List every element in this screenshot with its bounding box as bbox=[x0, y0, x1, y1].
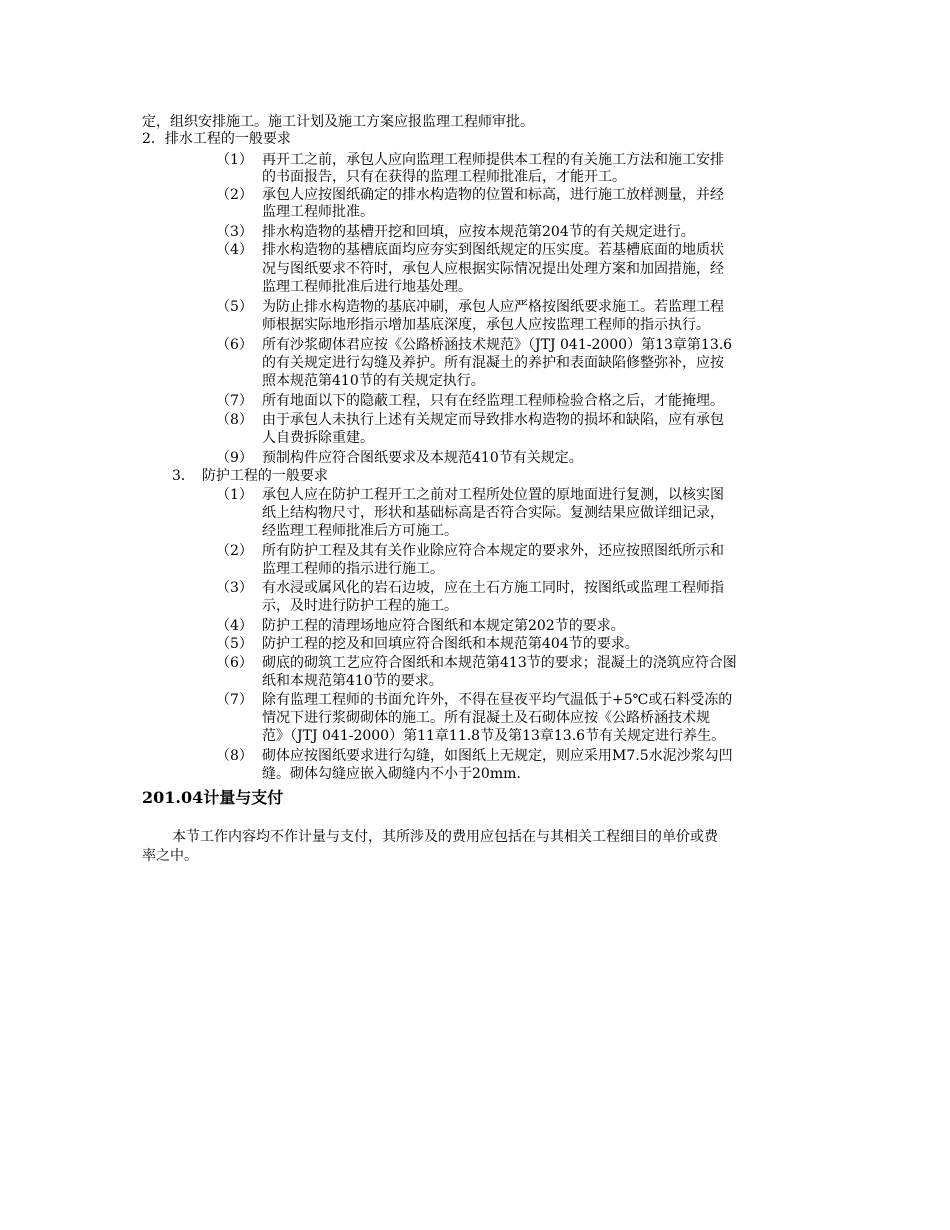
list-item-text: 为防止排水构造物的基底冲刷，承包人应严格按图纸要求施工。若监理工程 bbox=[262, 299, 724, 315]
list-item-text: 照本规范第410节的有关规定执行。 bbox=[262, 373, 485, 389]
list-item-text: 示，及时进行防护工程的施工。 bbox=[262, 598, 458, 614]
list-item-number: （5） bbox=[216, 299, 253, 315]
list-item-text: 有水浸或属风化的岩石边坡，应在土石方施工同时，按图纸或监理工程师指 bbox=[262, 580, 724, 596]
list-item-number: （3） bbox=[216, 224, 253, 240]
list-item-text: 排水构造物的基槽底面均应夯实到图纸规定的压实度。若基槽底面的地质状 bbox=[262, 242, 724, 258]
list-item-number: （7） bbox=[216, 393, 253, 409]
list-item-text: 的书面报告，只有在获得的监理工程师批准后，才能开工。 bbox=[262, 169, 626, 185]
list-item-text: 承包人应按图纸确定的排水构造物的位置和标高，进行施工放样测量，并经 bbox=[262, 187, 724, 203]
list-item-text: 预制构件应符合图纸要求及本规范410节有关规定。 bbox=[262, 450, 583, 466]
list-item-text: 所有防护工程及其有关作业除应符合本规定的要求外，还应按照图纸所示和 bbox=[262, 543, 724, 559]
list-item-text: 人自费拆除重建。 bbox=[262, 430, 374, 446]
list-item-text: 砌底的砌筑工艺应符合图纸和本规范第413节的要求；混凝土的浇筑应符合图 bbox=[262, 655, 737, 671]
list-item-text: 排水构造物的基槽开挖和回填，应按本规范第204节的有关规定进行。 bbox=[262, 224, 695, 240]
list-item-text: 范》（JTJ 041-2000）第11章11.8节及第13章13.6节有关规定进行养生。 bbox=[262, 728, 726, 744]
intro-line: 定，组织安排施工。施工计划及施工方案应报监理工程师审批。 bbox=[142, 114, 534, 130]
list-item-text: 所有地面以下的隐蔽工程，只有在经监理工程师检验合格之后，才能掩埋。 bbox=[262, 393, 724, 409]
list-item-text: 纸和本规范第410节的要求。 bbox=[262, 673, 443, 689]
section-3-title: 3． 防护工程的一般要求 bbox=[172, 468, 328, 484]
list-item-number: （5） bbox=[216, 636, 253, 652]
list-item-number: （4） bbox=[216, 618, 253, 634]
list-item-text: 经监理工程师批准后方可施工。 bbox=[262, 523, 458, 539]
list-item-number: （8） bbox=[216, 412, 253, 428]
list-item-text: 情况下进行浆砌砌体的施工。所有混凝土及石砌体应按《公路桥涵技术规 bbox=[262, 710, 710, 726]
list-item-text: 再开工之前，承包人应向监理工程师提供本工程的有关施工方法和施工安排 bbox=[262, 152, 724, 168]
paragraph-line: 本节工作内容均不作计量与支付，其所涉及的费用应包括在与其相关工程细目的单价或费 bbox=[172, 829, 718, 845]
list-item-text: 师根据实际地形指示增加基底深度，承包人应按监理工程师的指示执行。 bbox=[262, 317, 710, 333]
list-item-text: 除有监理工程师的书面允许外，不得在昼夜平均气温低于+5℃或石料受冻的 bbox=[262, 692, 733, 708]
list-item-number: （7） bbox=[216, 692, 253, 708]
paragraph-line: 率之中。 bbox=[142, 848, 198, 864]
list-item-number: （9） bbox=[216, 450, 253, 466]
list-item-text: 所有沙浆砌体君应按《公路桥涵技术规范》（JTJ 041-2000）第13章第13.6 bbox=[262, 337, 733, 353]
list-item-number: （2） bbox=[216, 543, 253, 559]
list-item-text: 监理工程师的指示进行施工。 bbox=[262, 561, 444, 577]
list-item-number: （8） bbox=[216, 748, 253, 764]
list-item-number: （4） bbox=[216, 242, 253, 258]
section-heading-201-04: 201.04计量与支付 bbox=[142, 788, 284, 807]
list-item-text: 况与图纸要求不符时，承包人应根据实际情况提出处理方案和加固措施，经 bbox=[262, 261, 724, 277]
list-item-text: 由于承包人未执行上述有关规定而导致排水构造物的损坏和缺陷，应有承包 bbox=[262, 412, 724, 428]
list-item-number: （2） bbox=[216, 187, 253, 203]
list-item-text: 承包人应在防护工程开工之前对工程所处位置的原地面进行复测，以核实图 bbox=[262, 487, 724, 503]
section-2-title: 2．排水工程的一般要求 bbox=[142, 131, 291, 147]
list-item-text: 监理工程师批准。 bbox=[262, 204, 374, 220]
list-item-number: （1） bbox=[216, 487, 253, 503]
list-item-text: 缝。砌体勾缝应嵌入砌缝内不小于20mm. bbox=[262, 766, 521, 782]
list-item-text: 的有关规定进行勾缝及养护。所有混凝土的养护和表面缺陷修整弥补，应按 bbox=[262, 355, 724, 371]
list-item-number: （1） bbox=[216, 152, 253, 168]
list-item-number: （3） bbox=[216, 580, 253, 596]
list-item-text: 砌体应按图纸要求进行勾缝，如图纸上无规定，则应采用M7.5水泥沙浆勾凹 bbox=[262, 748, 733, 764]
list-item-number: （6） bbox=[216, 337, 253, 353]
list-item-text: 纸上结构物尺寸，形状和基础标高是否符合实际。复测结果应做详细记录， bbox=[262, 505, 724, 521]
list-item-number: （6） bbox=[216, 655, 253, 671]
list-item-text: 监理工程师批准后进行地基处理。 bbox=[262, 279, 472, 295]
list-item-text: 防护工程的挖及和回填应符合图纸和本规范第404节的要求。 bbox=[262, 636, 639, 652]
list-item-text: 防护工程的清理场地应符合图纸和本规定第202节的要求。 bbox=[262, 618, 625, 634]
